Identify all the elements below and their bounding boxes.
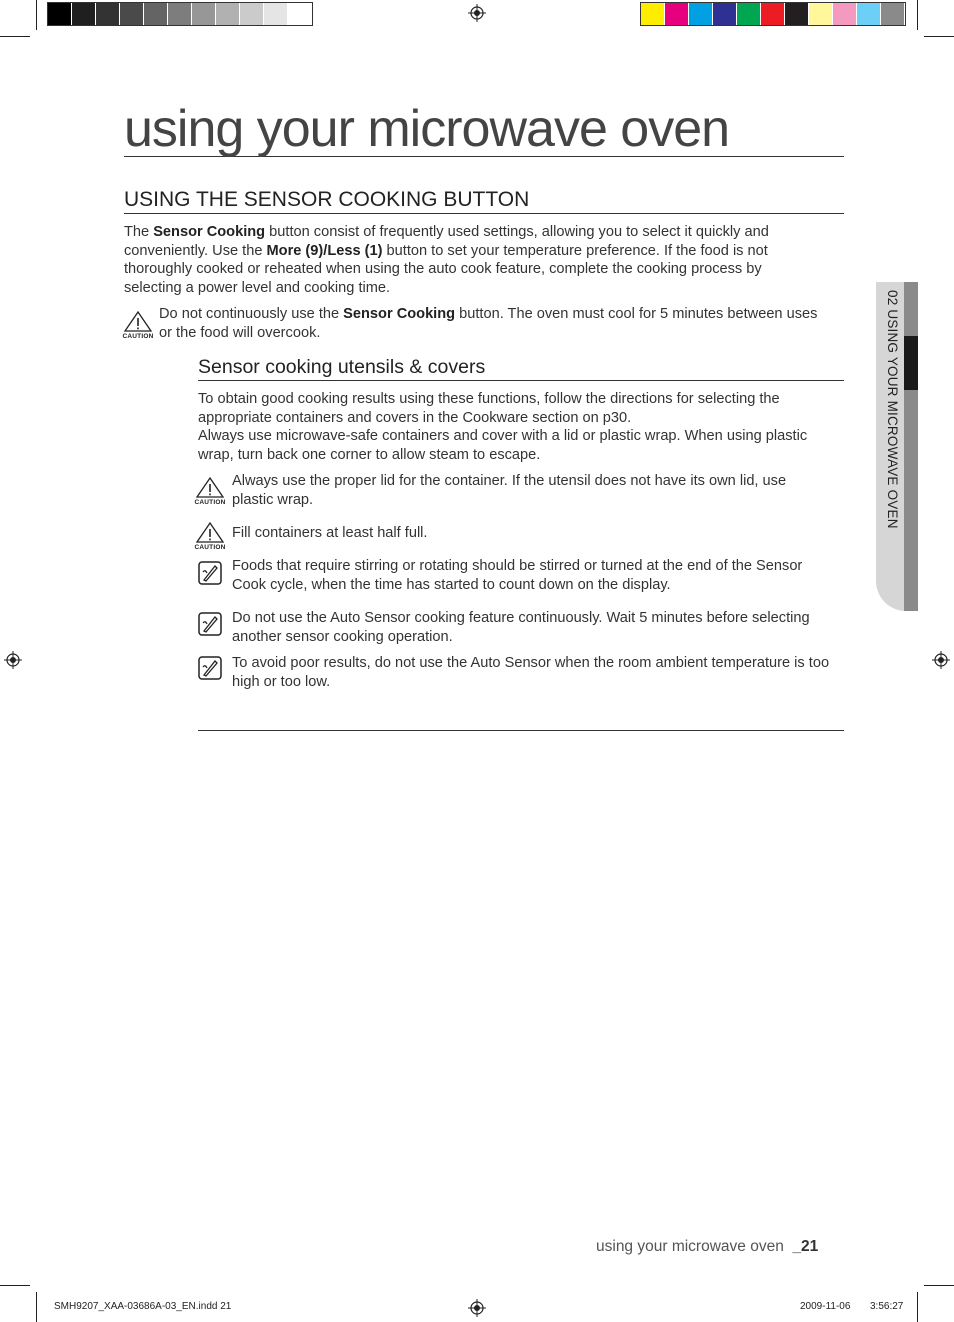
page-number: _21 — [792, 1238, 819, 1255]
color-swatch — [240, 3, 264, 25]
registration-mark-icon — [468, 4, 486, 22]
chapter-side-tab-marker — [904, 336, 918, 390]
section-end-rule — [198, 730, 844, 731]
color-swatch — [264, 3, 288, 25]
sub-heading: Sensor cooking utensils & covers — [198, 356, 844, 381]
utensils-paragraph: To obtain good cooking results using these functions, follow the directions for selecting the appropriate containers and covers in the Cookware section on p30. — [198, 391, 780, 426]
color-swatch — [881, 3, 905, 25]
note-pencil-icon — [198, 612, 222, 636]
caution-text: Do not continuously use the Sensor Cooking button. The oven must cool for 5 minutes between uses or the food will overcook. — [159, 306, 818, 341]
color-swatch — [665, 3, 689, 25]
caution-text: Always use the proper lid for the container. If the utensil does not have its own lid, use plastic wrap. — [232, 473, 787, 508]
color-swatch — [120, 3, 144, 25]
color-swatch — [168, 3, 192, 25]
caution-label: CAUTION — [194, 499, 226, 506]
chapter-side-tab-bar — [904, 282, 918, 611]
registration-mark-icon — [4, 651, 22, 669]
intro-paragraph: The Sensor Cooking button consist of frequently used settings, allowing you to select it quickly and conveniently. Use the More (9)/Less (1) button to set your temperature preference. If the food is not thoroughly cooked or reheated when using the auto cook feature, complete the cooking process by selecting a power level and cooking time. — [124, 224, 769, 296]
caution-icon — [120, 310, 156, 342]
crop-mark — [0, 1285, 30, 1286]
crop-mark — [36, 0, 37, 30]
color-swatch — [785, 3, 809, 25]
page-footer — [596, 1238, 818, 1256]
color-swatch — [96, 3, 120, 25]
footer-label: using your microwave oven — [596, 1238, 784, 1255]
crop-mark — [0, 36, 30, 37]
color-swatch — [833, 3, 857, 25]
crop-mark — [917, 0, 918, 30]
slug-filename: SMH9207_XAA-03686A-03_EN.indd 21 — [54, 1301, 232, 1312]
color-swatch — [72, 3, 96, 25]
chapter-side-tab-label: 02 USING YOUR MICROWAVE OVEN — [885, 290, 900, 529]
utensils-paragraph: Always use microwave-safe containers and cover with a lid or plastic wrap. When using plastic wrap, turn back one corner to allow steam to escape. — [198, 428, 808, 463]
caution-label: CAUTION — [194, 544, 226, 551]
note-text: To avoid poor results, do not use the Auto Sensor when the room ambient temperature is too high or too low. — [232, 655, 830, 690]
color-swatch — [216, 3, 240, 25]
registration-mark-icon — [932, 651, 950, 669]
color-swatch — [809, 3, 833, 25]
color-swatch — [713, 3, 737, 25]
crop-mark — [917, 1292, 918, 1322]
color-swatch — [737, 3, 761, 25]
caution-icon — [192, 476, 228, 508]
crop-mark — [924, 1285, 954, 1286]
caution-text: Fill containers at least half full. — [232, 525, 428, 541]
color-swatch — [857, 3, 881, 25]
note-pencil-icon — [198, 656, 222, 680]
registration-mark-icon — [468, 1299, 486, 1317]
crop-mark — [36, 1292, 37, 1322]
process-color-bar — [640, 2, 906, 26]
page-title: using your microwave oven — [124, 104, 844, 157]
section-heading: USING THE SENSOR COOKING BUTTON — [124, 188, 844, 214]
color-swatch — [48, 3, 72, 25]
slug-time: 3:56:27 — [870, 1301, 904, 1312]
color-swatch — [641, 3, 665, 25]
note-text: Foods that require stirring or rotating should be stirred or turned at the end of the Sensor Cook cycle, when the time has started to count down on the display. — [232, 558, 803, 593]
grayscale-color-bar — [47, 2, 313, 26]
color-swatch — [761, 3, 785, 25]
caution-icon — [192, 521, 228, 553]
color-swatch — [288, 3, 312, 25]
caution-label: CAUTION — [122, 333, 154, 340]
color-swatch — [144, 3, 168, 25]
color-swatch — [192, 3, 216, 25]
color-swatch — [689, 3, 713, 25]
slug-date: 2009-11-06 — [800, 1301, 851, 1312]
note-text: Do not use the Auto Sensor cooking feature continuously. Wait 5 minutes before selecting another sensor cooking operation. — [232, 610, 810, 645]
note-pencil-icon — [198, 561, 222, 585]
crop-mark — [924, 36, 954, 37]
